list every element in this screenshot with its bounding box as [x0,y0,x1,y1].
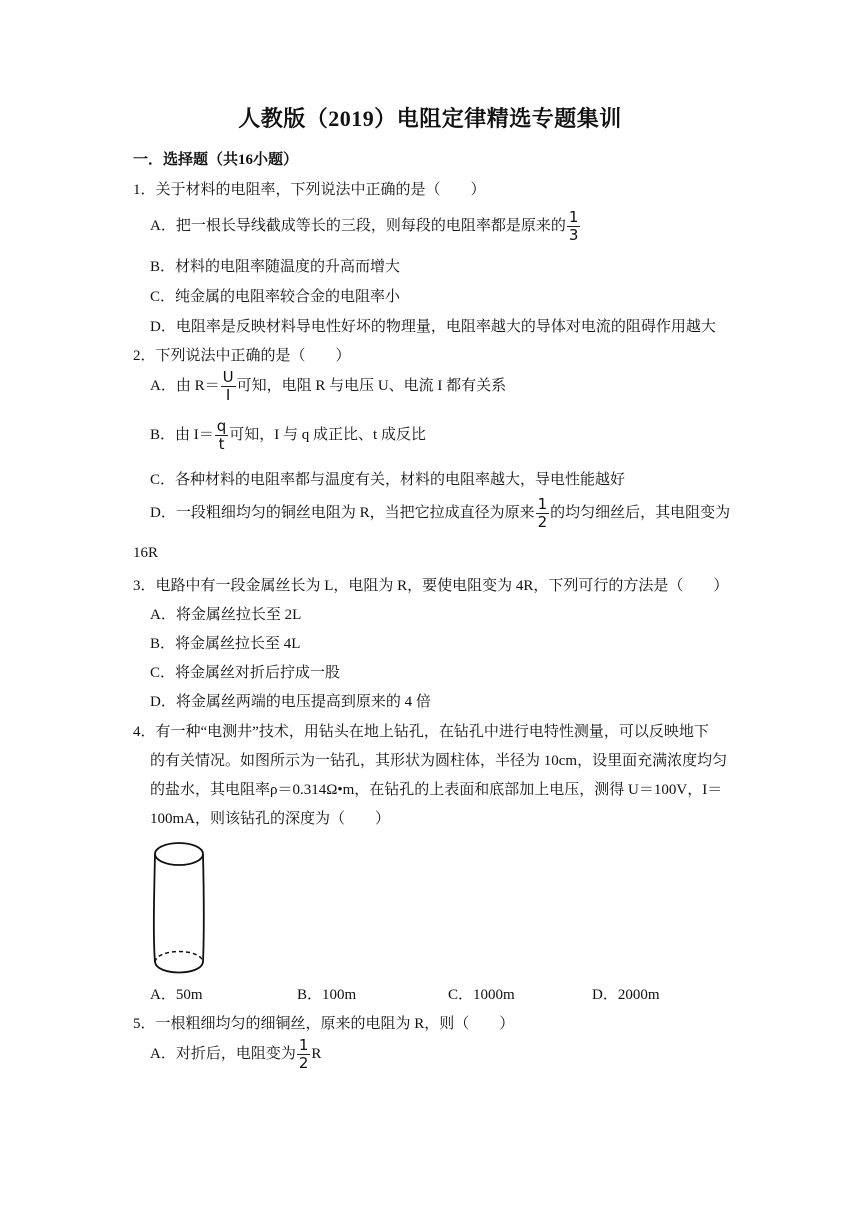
fraction: $\frac{1}{2}$ [298,1036,309,1072]
fraction: $\frac{U}{I}$ [222,368,234,404]
question-4-option-a: A．50m [150,987,203,1003]
question-4-line-4: 100mA，则该钻孔的深度为（ ） [150,811,391,827]
question-3-option-c: C．将金属丝对折后拧成一股 [150,665,341,681]
question-3-option-a: A．将金属丝拉长至 2L [150,607,302,623]
question-4-line-3: 的盐水，其电阻率ρ＝0.314Ω•m，在钻孔的上表面和底部加上电压，测得 U＝100V，I＝ [150,782,723,798]
question-2-option-a: A．由 R＝ $\frac{U}{I}$ 可知，电阻 R 与电压 U、电流 I 都有关系 [150,368,507,404]
question-1-option-c: C．纯金属的电阻率较合金的电阻率小 [150,289,401,305]
fraction: $\frac{q}{t}$ [216,417,227,453]
question-5-option-a: A．对折后，电阻变为 $\frac{1}{2}$ R [150,1036,322,1072]
option-a-text: A．把一根长导线截成等长的三段，则每段的电阻率都是原来的 [150,217,566,234]
question-2-stem: 2．下列说法中正确的是（ ） [133,348,351,364]
borehole-cylinder-figure [145,838,215,974]
question-3-option-b: B．将金属丝拉长至 4L [150,636,301,652]
question-2-option-d: D．一段粗细均匀的铜丝电阻为 R，当把它拉成直径为原来 $\frac{1}{2}$ 的均匀细丝后，其电阻变为 [150,495,731,531]
section-heading: 一．选择题（共16小题） [133,152,299,168]
question-5-stem: 5．一根粗细均匀的细铜丝，原来的电阻为 R，则（ ） [133,1016,515,1032]
question-4-line-2: 的有关情况。如图所示为一钻孔，其形状为圆柱体，半径为 10cm，设里面充满浓度均匀 [150,753,728,769]
question-4-option-c: C．1000m [448,987,515,1003]
question-2-option-b: B．由 I＝ $\frac{q}{t}$ 可知，I 与 q 成正比、t 成反比 [150,417,426,453]
question-4-option-d: D．2000m [592,987,660,1003]
question-1-option-b: B．材料的电阻率随温度的升高而增大 [150,259,401,275]
question-1-stem: 1．关于材料的电阻率，下列说法中正确的是（ ） [133,182,486,198]
fraction: $\frac{1}{3}$ [568,208,579,244]
fraction: $\frac{1}{2}$ [537,495,548,531]
question-1-option-a [150,210,581,243]
question-2-option-c: C．各种材料的电阻率都与温度有关，材料的电阻率越大，导电性能越好 [150,472,626,488]
page-title: 人教版（2019）电阻定律精选专题集训 [238,106,622,131]
question-4-line-1: 4．有一种“电测井”技术，用钻头在地上钻孔，在钻孔中进行电特性测量，可以反映地下 [133,724,709,740]
question-3-stem: 3．电路中有一段金属丝长为 L，电阻为 R，要使电阻变为 4R，下列可行的方法是（ ） [133,578,729,594]
question-1-option-d: D．电阻率是反映材料导电性好坏的物理量，电阻率越大的导体对电流的阻碍作用越大 [150,319,716,335]
question-3-option-d: D．将金属丝两端的电压提高到原来的 4 倍 [150,694,431,710]
question-4-option-b: B．100m [297,987,357,1003]
question-2-option-d-continued: 16R [133,545,159,561]
